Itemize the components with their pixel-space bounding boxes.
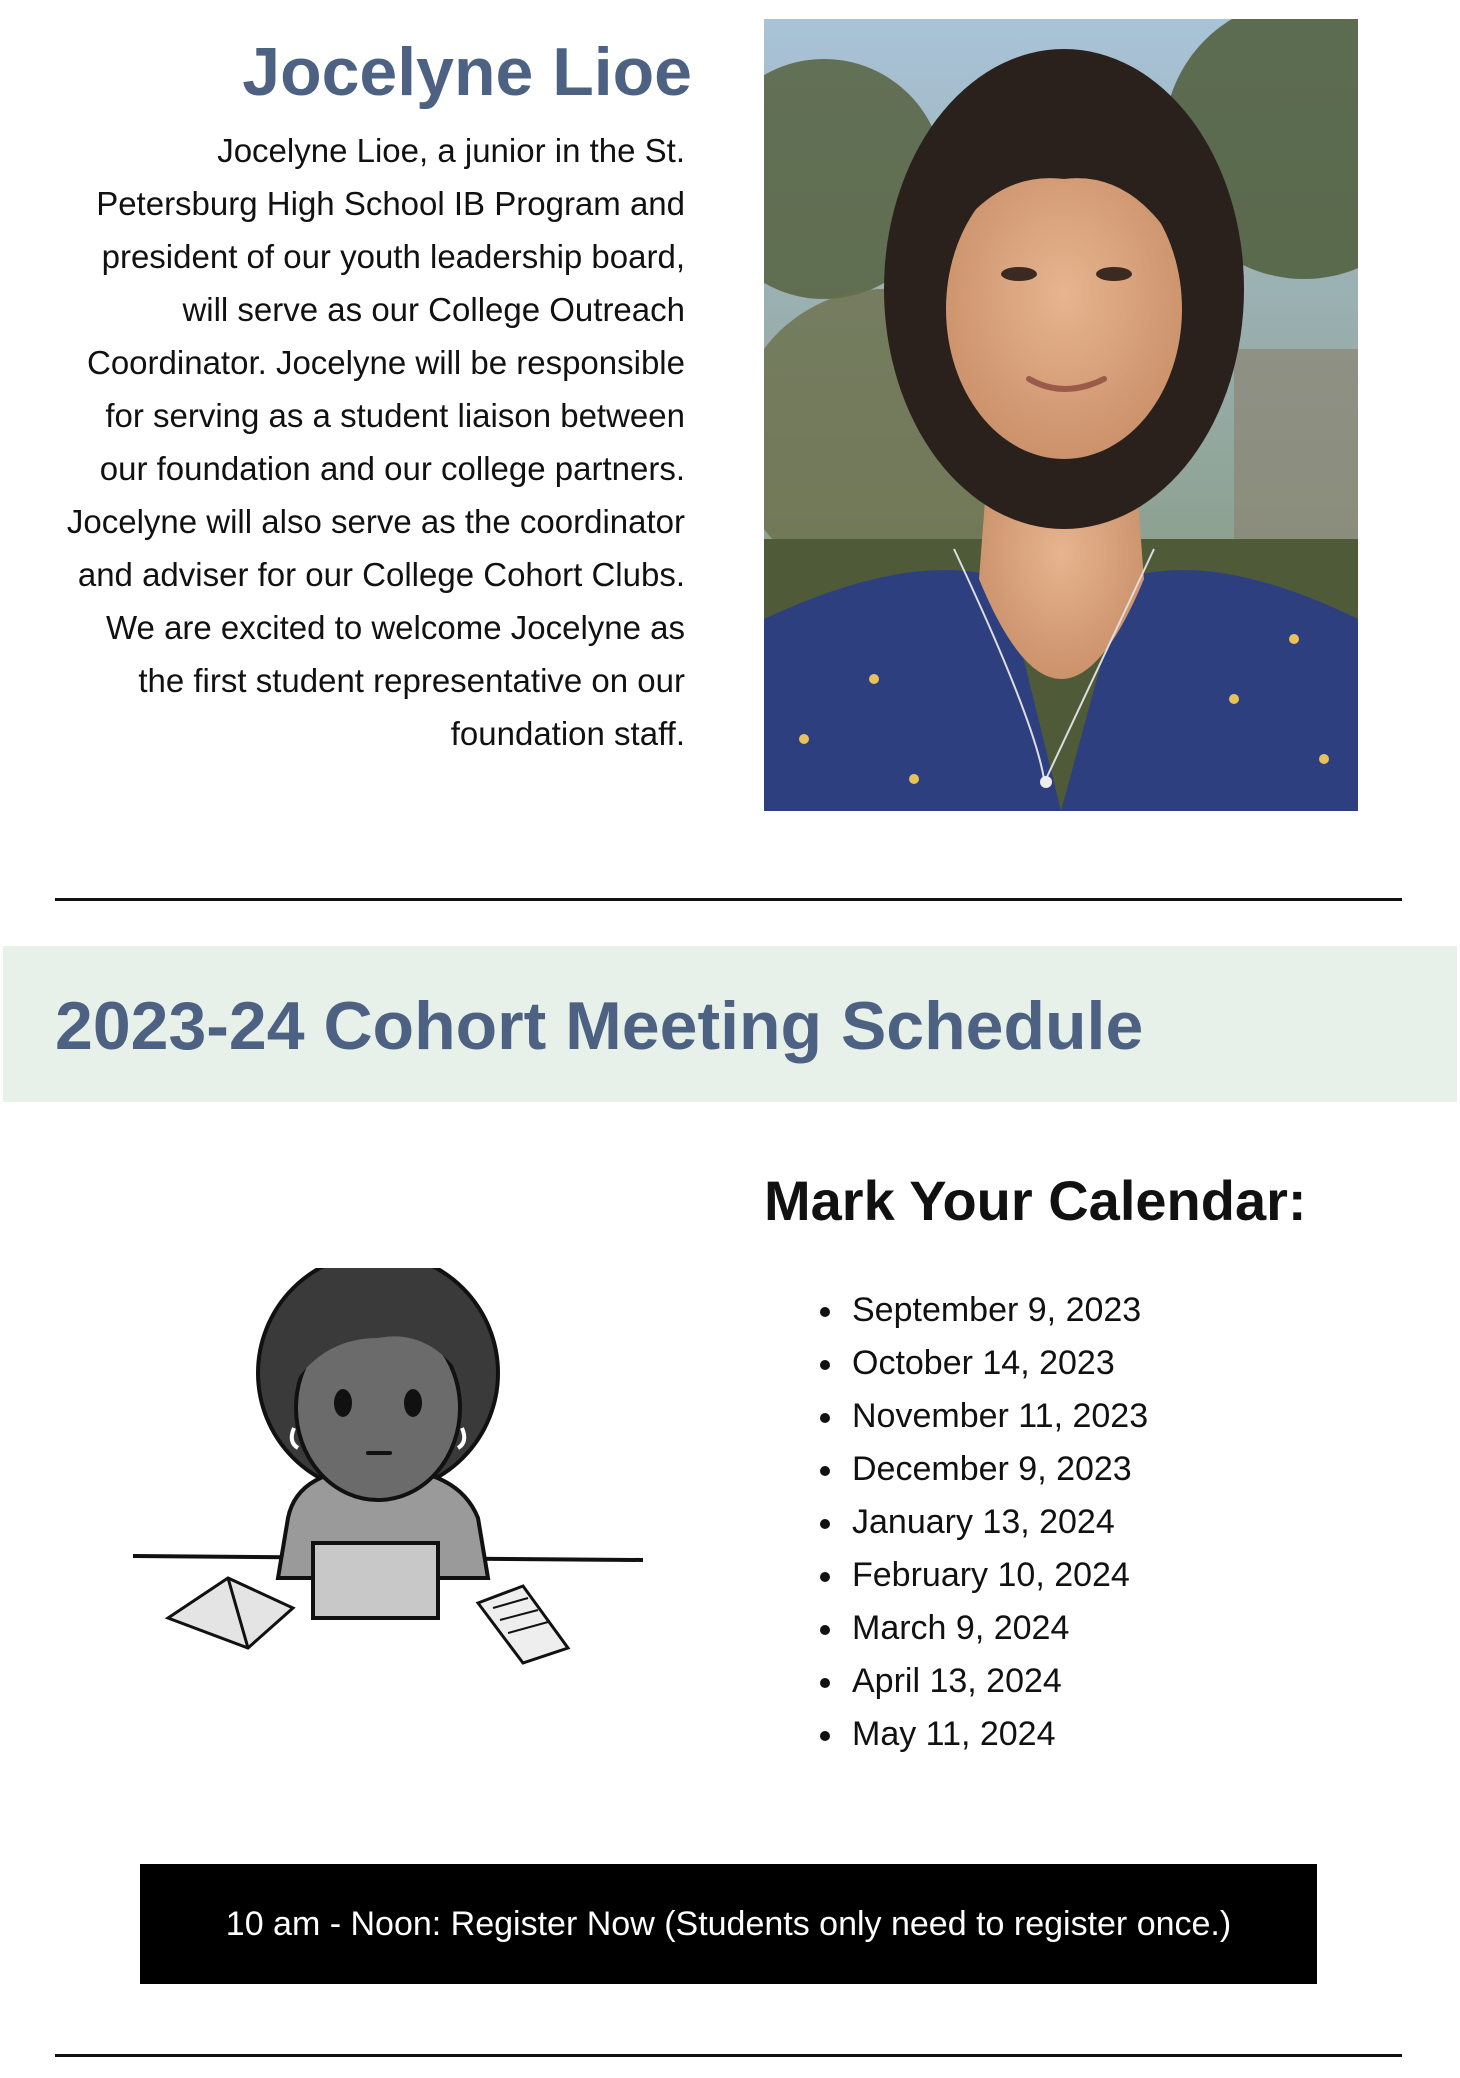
bio-name-heading: Jocelyne Lioe	[242, 34, 692, 110]
meeting-date-item: April 13, 2024	[820, 1655, 1148, 1708]
meeting-date-item: March 9, 2024	[820, 1602, 1148, 1655]
meeting-date-list	[820, 1284, 1148, 1761]
section-divider	[55, 898, 1402, 901]
meeting-date-item: February 10, 2024	[820, 1549, 1148, 1602]
student-laptop-illustration	[128, 1268, 648, 1688]
meeting-date-item: May 11, 2024	[820, 1708, 1148, 1761]
calendar-heading: Mark Your Calendar:	[764, 1169, 1307, 1232]
meeting-date-item: December 9, 2023	[820, 1443, 1148, 1496]
meeting-date-item: November 11, 2023	[820, 1390, 1148, 1443]
portrait-photo	[764, 19, 1358, 811]
schedule-title: 2023-24 Cohort Meeting Schedule	[55, 988, 1144, 1064]
register-now-button[interactable]: 10 am - Noon: Register Now (Students only need to register once.)	[140, 1864, 1317, 1984]
section-divider	[55, 2054, 1402, 2057]
meeting-date-item: September 9, 2023	[820, 1284, 1148, 1337]
bio-description: Jocelyne Lioe, a junior in the St. Petersburg High School IB Program and president of our youth leadership board, will serve as our College Outreach Coordinator. Jocelyne will be responsible for serving as a student liaison between our foundation and our college partners. Jocelyne will also serve as the coordinator and adviser for our College Cohort Clubs. We are excited to welcome Jocelyne as the first student representative on our foundation staff.	[66, 132, 685, 752]
meeting-date-item: October 14, 2023	[820, 1337, 1148, 1390]
meeting-date-item: January 13, 2024	[820, 1496, 1148, 1549]
